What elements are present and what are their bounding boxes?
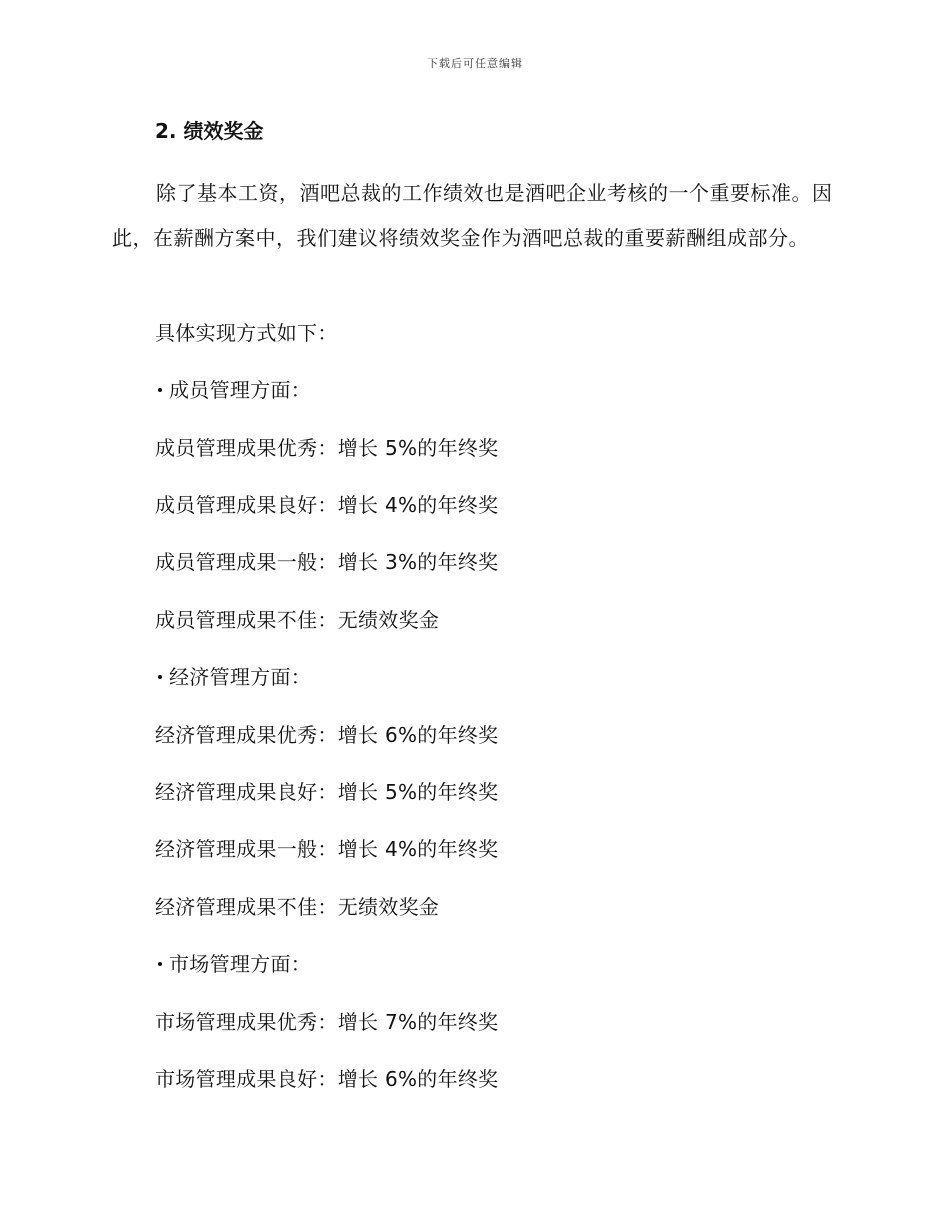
bullet-icon [158,962,162,966]
list-item: 成员管理成果不佳：无绩效奖金 [155,608,440,632]
list-item: 市场管理成果良好：增长 6%的年终奖 [155,1067,499,1091]
group-heading-label: 经济管理方面： [169,665,312,689]
group-heading-market [155,950,311,978]
section-title: 2. 绩效奖金 [155,119,264,143]
list-item: 经济管理成果优秀：增长 6%的年终奖 [155,723,499,747]
intro-paragraph: 除了基本工资，酒吧总裁的工作绩效也是酒吧企业考核的一个重要标准。因此，在薪酬方案中，我们建议将绩效奖金作为酒吧总裁的重要薪酬组成部分。 [112,181,833,250]
list-item: 成员管理成果良好：增长 4%的年终奖 [155,493,499,517]
implementation-intro: 具体实现方式如下： [155,321,338,345]
group-heading-label: 成员管理方面： [169,378,312,402]
list-item: 市场管理成果优秀：增长 7%的年终奖 [155,1010,499,1034]
bullet-icon [158,675,162,679]
list-item: 成员管理成果优秀：增长 5%的年终奖 [155,436,499,460]
bullet-icon [158,388,162,392]
group-heading-member [155,376,311,404]
list-item: 经济管理成果一般：增长 4%的年终奖 [155,837,499,861]
group-heading-label: 市场管理方面： [169,952,312,976]
list-item: 经济管理成果良好：增长 5%的年终奖 [155,780,499,804]
list-item: 成员管理成果一般：增长 3%的年终奖 [155,550,499,574]
group-heading-economic [155,663,311,691]
list-item: 经济管理成果不佳：无绩效奖金 [155,895,440,919]
header-note: 下载后可任意编辑 [427,57,523,70]
